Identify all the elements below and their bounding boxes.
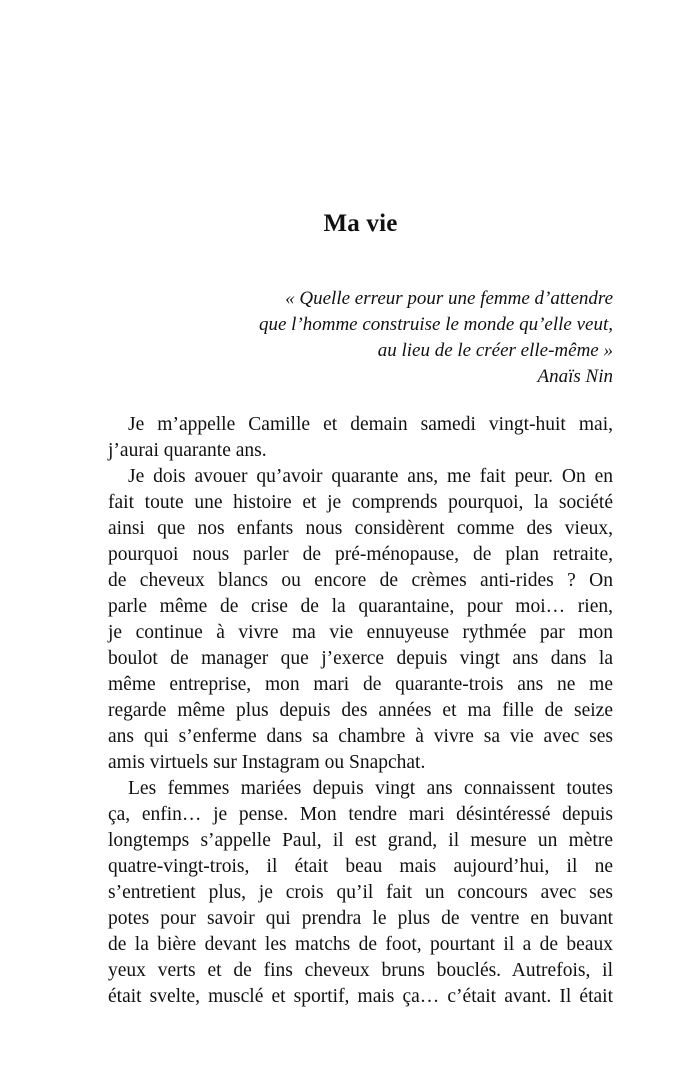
text-line: s’entretient plus, je crois qu’il fait un concours avec ses (108, 882, 613, 903)
paragraph (108, 412, 613, 464)
epigraph (108, 286, 613, 390)
text-line: longtemps s’appelle Paul, il est grand, il mesure un mètre (108, 830, 613, 851)
text-line: yeux verts et de fins cheveux bruns bouclés. Autrefois, il (108, 960, 613, 981)
epigraph-author: Anaïs Nin (537, 366, 613, 387)
text-line: Je dois avouer qu’avoir quarante ans, me fait peur. On en (128, 466, 613, 487)
text-line: pourquoi nous parler de pré-ménopause, de plan retraite, (108, 544, 613, 565)
text-line: regarde même plus depuis des années et ma fille de seize (108, 700, 613, 721)
text-line: même entreprise, mon mari de quarante-trois ans ne me (108, 674, 613, 695)
text-line: potes pour savoir qui prendra le plus de ventre en buvant (108, 908, 613, 929)
text-line: ainsi que nos enfants nous considèrent comme des vieux, (108, 518, 613, 539)
chapter-body (108, 412, 613, 1010)
text-line: de cheveux blancs ou encore de crèmes anti-rides ? On (108, 570, 613, 591)
epigraph-line: au lieu de le créer elle-même » (377, 340, 613, 361)
epigraph-line: que l’homme construise le monde qu’elle veut, (258, 314, 613, 335)
text-line: j’aurai quarante ans. (108, 440, 267, 461)
epigraph-line: « Quelle erreur pour une femme d’attendre (285, 288, 613, 309)
paragraph (108, 464, 613, 776)
text-line: était svelte, musclé et sportif, mais ça… c’était avant. Il était (108, 986, 613, 1007)
text-line: ça, enfin… je pense. Mon tendre mari désintéressé depuis (108, 804, 613, 825)
text-line: parle même de crise de la quarantaine, pour moi… rien, (108, 596, 613, 617)
text-line: Je m’appelle Camille et demain samedi vingt-huit mai, (128, 414, 613, 435)
text-line: amis virtuels sur Instagram ou Snapchat. (108, 752, 426, 773)
text-line: de la bière devant les matchs de foot, pourtant il a de beaux (108, 934, 613, 955)
text-line: fait toute une histoire et je comprends pourquoi, la société (108, 492, 613, 513)
text-line: boulot de manager que j’exerce depuis vingt ans dans la (108, 648, 613, 669)
chapter-title: Ma vie (323, 210, 398, 237)
text-line: Les femmes mariées depuis vingt ans connaissent toutes (128, 778, 613, 799)
text-line: je continue à vivre ma vie ennuyeuse rythmée par mon (108, 622, 613, 643)
text-line: quatre-vingt-trois, il était beau mais aujourd’hui, il ne (108, 856, 613, 877)
paragraph (108, 776, 613, 1010)
book-page (108, 0, 613, 1080)
text-line: ans qui s’enferme dans sa chambre à vivre sa vie avec ses (108, 726, 613, 747)
